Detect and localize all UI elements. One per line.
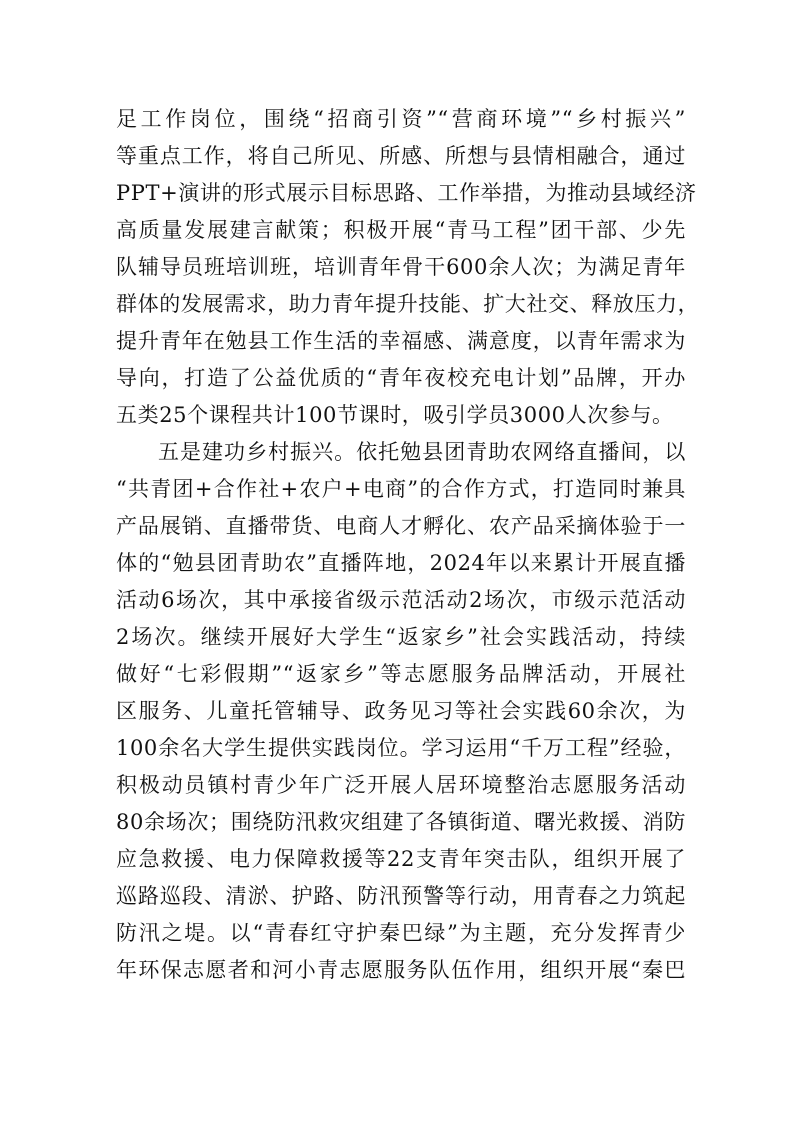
text-line: 高质量发展建言献策；积极开展“青马工程”团干部、少先 <box>116 218 686 242</box>
document-body <box>116 101 700 989</box>
text-line: 年环保志愿者和河小青志愿服务队伍作用，组织开展“秦巴 <box>116 958 686 982</box>
text-line: 五类25个课程共计100节课时，吸引学员3000人次参与。 <box>116 403 674 427</box>
text-line: 积极动员镇村青少年广泛开展人居环境整治志愿服务活动 <box>116 773 686 797</box>
text-line: 体的“勉县团青助农”直播阵地，2024年以来累计开展直播 <box>116 551 686 575</box>
text-line: 提升青年在勉县工作生活的幸福感、满意度，以青年需求为 <box>116 329 686 353</box>
text-line: 80余场次；围绕防汛救灾组建了各镇街道、曙光救援、消防 <box>116 810 686 834</box>
text-line: 群体的发展需求，助力青年提升技能、扩大社交、释放压力， <box>116 292 700 316</box>
text-line: 产品展销、直播带货、电商人才孵化、农产品采摘体验于一 <box>116 514 686 538</box>
text-line: 队辅导员班培训班，培训青年骨干600余人次；为满足青年 <box>116 255 686 279</box>
text-line: 等重点工作，将自己所见、所感、所想与县情相融合，通过 <box>116 144 686 168</box>
text-line: 应急救援、电力保障救援等22支青年突击队，组织开展了 <box>116 847 686 871</box>
text-line: 活动6场次，其中承接省级示范活动2场次，市级示范活动 <box>116 588 686 612</box>
text-line: 巡路巡段、清淤、护路、防汛预警等行动，用青春之力筑起 <box>116 884 686 908</box>
text-line: 足工作岗位，围绕“招商引资”“营商环境”“乡村振兴” <box>116 107 686 131</box>
text-line: PPT+演讲的形式展示目标思路、工作举措，为推动县域经济 <box>116 181 697 205</box>
text-line: 区服务、儿童托管辅导、政务见习等社会实践60余次，为 <box>116 699 686 723</box>
text-line: 导向，打造了公益优质的“青年夜校充电计划”品牌，开办 <box>116 366 686 390</box>
text-line: 2场次。继续开展好大学生“返家乡”社会实践活动，持续 <box>116 625 686 649</box>
text-line: 防汛之堤。以“青春红守护秦巴绿”为主题，充分发挥青少 <box>116 921 686 945</box>
paragraph-youth-development <box>116 101 700 434</box>
text-line: 100余名大学生提供实践岗位。学习运用“千万工程”经验， <box>116 736 686 760</box>
paragraph-rural-revitalization <box>116 434 686 989</box>
text-line: 五是建功乡村振兴。依托勉县团青助农网络直播间，以 <box>158 440 686 464</box>
text-line: “共青团+合作社+农户+电商”的合作方式，打造同时兼具 <box>116 477 686 501</box>
text-line: 做好“七彩假期”“返家乡”等志愿服务品牌活动，开展社 <box>116 662 686 686</box>
